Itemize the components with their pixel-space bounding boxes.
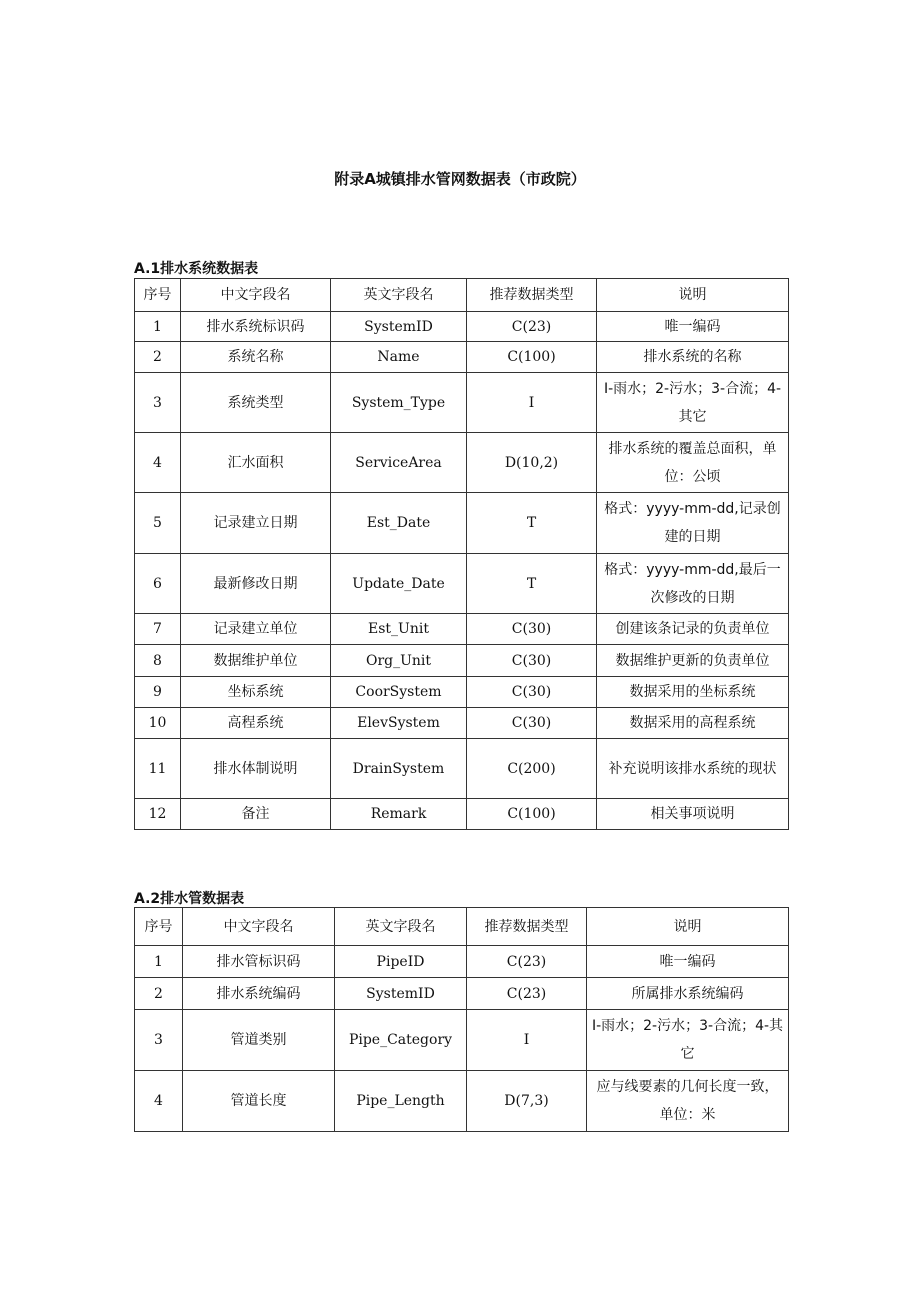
table-row bbox=[135, 946, 789, 978]
header-description: 说明 bbox=[587, 908, 789, 946]
cell-index: 7 bbox=[135, 614, 181, 645]
table-header-row bbox=[135, 908, 789, 946]
cell-index: 2 bbox=[135, 978, 183, 1010]
cell-cn-field: 数据维护单位 bbox=[181, 645, 331, 677]
cell-index: 1 bbox=[135, 312, 181, 342]
cell-cn-field: 排水管标识码 bbox=[183, 946, 335, 978]
cell-description: 所属排水系统编码 bbox=[587, 978, 789, 1010]
cell-en-field: Est_Unit bbox=[331, 614, 467, 645]
table-row bbox=[135, 614, 789, 645]
cell-description: 唯一编码 bbox=[597, 312, 789, 342]
cell-index: 3 bbox=[135, 373, 181, 433]
cell-data-type: C(30) bbox=[467, 614, 597, 645]
cell-description: 数据采用的坐标系统 bbox=[597, 677, 789, 708]
cell-en-field: ServiceArea bbox=[331, 433, 467, 493]
system-data-table bbox=[134, 278, 789, 830]
cell-description: 相关事项说明 bbox=[597, 799, 789, 830]
cell-data-type: C(100) bbox=[467, 342, 597, 373]
header-description: 说明 bbox=[597, 279, 789, 312]
table-row bbox=[135, 1010, 789, 1071]
cell-index: 8 bbox=[135, 645, 181, 677]
table-row bbox=[135, 493, 789, 554]
cell-data-type: T bbox=[467, 493, 597, 554]
header-data-type: 推荐数据类型 bbox=[467, 279, 597, 312]
table-row bbox=[135, 677, 789, 708]
cell-en-field: Org_Unit bbox=[331, 645, 467, 677]
cell-cn-field: 记录建立日期 bbox=[181, 493, 331, 554]
table-row bbox=[135, 978, 789, 1010]
cell-description: I-雨水；2-污水；3-合流；4-其它 bbox=[597, 373, 789, 433]
cell-data-type: C(23) bbox=[467, 312, 597, 342]
cell-cn-field: 系统名称 bbox=[181, 342, 331, 373]
cell-cn-field: 汇水面积 bbox=[181, 433, 331, 493]
cell-cn-field: 坐标系统 bbox=[181, 677, 331, 708]
table-row bbox=[135, 739, 789, 799]
cell-cn-field: 备注 bbox=[181, 799, 331, 830]
cell-cn-field: 管道类别 bbox=[183, 1010, 335, 1071]
header-index: 序号 bbox=[135, 279, 181, 312]
header-en-field: 英文字段名 bbox=[331, 279, 467, 312]
cell-cn-field: 记录建立单位 bbox=[181, 614, 331, 645]
cell-index: 4 bbox=[135, 1071, 183, 1132]
cell-description: 补充说明该排水系统的现状 bbox=[597, 739, 789, 799]
cell-index: 6 bbox=[135, 554, 181, 614]
header-cn-field: 中文字段名 bbox=[183, 908, 335, 946]
cell-description: 排水系统的名称 bbox=[597, 342, 789, 373]
table-row bbox=[135, 342, 789, 373]
cell-en-field: Name bbox=[331, 342, 467, 373]
table-row bbox=[135, 708, 789, 739]
table-row bbox=[135, 373, 789, 433]
table-row bbox=[135, 312, 789, 342]
cell-data-type: C(30) bbox=[467, 708, 597, 739]
cell-cn-field: 管道长度 bbox=[183, 1071, 335, 1132]
cell-cn-field: 系统类型 bbox=[181, 373, 331, 433]
header-cn-field: 中文字段名 bbox=[181, 279, 331, 312]
cell-data-type: D(10,2) bbox=[467, 433, 597, 493]
cell-data-type: C(30) bbox=[467, 677, 597, 708]
cell-cn-field: 排水系统编码 bbox=[183, 978, 335, 1010]
table-header-row bbox=[135, 279, 789, 312]
cell-data-type: C(100) bbox=[467, 799, 597, 830]
cell-description: 排水系统的覆盖总面积，单位：公顷 bbox=[597, 433, 789, 493]
cell-cn-field: 排水体制说明 bbox=[181, 739, 331, 799]
cell-en-field: System_Type bbox=[331, 373, 467, 433]
section-title-a1: A.1排水系统数据表 bbox=[134, 261, 259, 277]
table-row bbox=[135, 645, 789, 677]
cell-cn-field: 高程系统 bbox=[181, 708, 331, 739]
cell-index: 11 bbox=[135, 739, 181, 799]
header-index: 序号 bbox=[135, 908, 183, 946]
cell-description: 格式：yyyy-mm-dd,记录创建的日期 bbox=[597, 493, 789, 554]
cell-data-type: D(7,3) bbox=[467, 1071, 587, 1132]
cell-en-field: ElevSystem bbox=[331, 708, 467, 739]
cell-data-type: C(23) bbox=[467, 946, 587, 978]
cell-data-type: T bbox=[467, 554, 597, 614]
cell-en-field: Est_Date bbox=[331, 493, 467, 554]
cell-description: 创建该条记录的负责单位 bbox=[597, 614, 789, 645]
cell-en-field: CoorSystem bbox=[331, 677, 467, 708]
cell-en-field: Remark bbox=[331, 799, 467, 830]
cell-en-field: Pipe_Length bbox=[335, 1071, 467, 1132]
cell-data-type: I bbox=[467, 1010, 587, 1071]
cell-index: 4 bbox=[135, 433, 181, 493]
cell-data-type: I bbox=[467, 373, 597, 433]
cell-en-field: Pipe_Category bbox=[335, 1010, 467, 1071]
cell-description: 唯一编码 bbox=[587, 946, 789, 978]
table-row bbox=[135, 799, 789, 830]
cell-index: 10 bbox=[135, 708, 181, 739]
document-title: 附录A城镇排水管网数据表（市政院） bbox=[334, 170, 586, 188]
cell-index: 2 bbox=[135, 342, 181, 373]
cell-index: 1 bbox=[135, 946, 183, 978]
cell-data-type: C(30) bbox=[467, 645, 597, 677]
cell-description: 数据维护更新的负责单位 bbox=[597, 645, 789, 677]
cell-index: 3 bbox=[135, 1010, 183, 1071]
cell-index: 9 bbox=[135, 677, 181, 708]
cell-en-field: Update_Date bbox=[331, 554, 467, 614]
cell-description: 格式：yyyy-mm-dd,最后一次修改的日期 bbox=[597, 554, 789, 614]
cell-index: 12 bbox=[135, 799, 181, 830]
cell-description: I-雨水；2-污水；3-合流；4-其它 bbox=[587, 1010, 789, 1071]
cell-cn-field: 排水系统标识码 bbox=[181, 312, 331, 342]
section-title-a2: A.2排水管数据表 bbox=[134, 891, 245, 907]
cell-en-field: PipeID bbox=[335, 946, 467, 978]
table-row bbox=[135, 1071, 789, 1132]
cell-en-field: DrainSystem bbox=[331, 739, 467, 799]
header-data-type: 推荐数据类型 bbox=[467, 908, 587, 946]
cell-description: 应与线要素的几何长度一致，单位：米 bbox=[587, 1071, 789, 1132]
cell-data-type: C(200) bbox=[467, 739, 597, 799]
table-row bbox=[135, 433, 789, 493]
cell-en-field: SystemID bbox=[335, 978, 467, 1010]
cell-cn-field: 最新修改日期 bbox=[181, 554, 331, 614]
table-row bbox=[135, 554, 789, 614]
header-en-field: 英文字段名 bbox=[335, 908, 467, 946]
cell-data-type: C(23) bbox=[467, 978, 587, 1010]
cell-en-field: SystemID bbox=[331, 312, 467, 342]
pipe-data-table bbox=[134, 907, 789, 1132]
cell-index: 5 bbox=[135, 493, 181, 554]
cell-description: 数据采用的高程系统 bbox=[597, 708, 789, 739]
